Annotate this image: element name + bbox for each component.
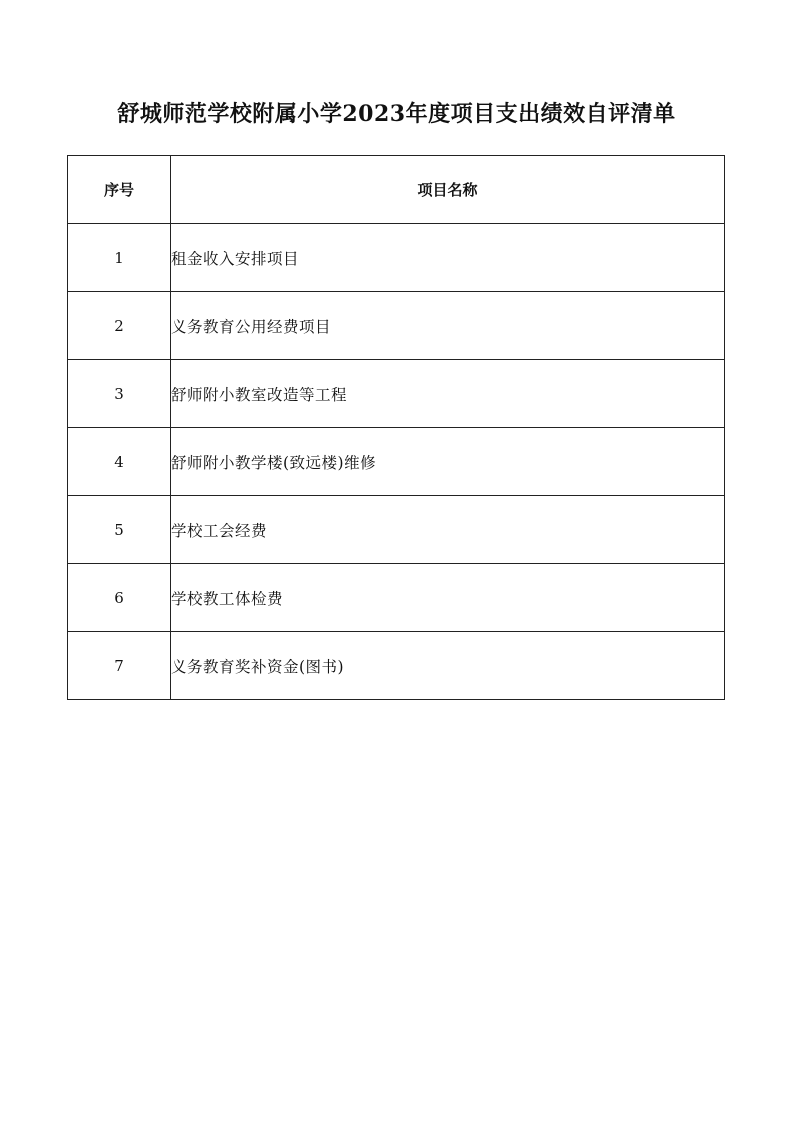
row-seq: 1 <box>68 224 171 292</box>
row-project-name: 舒师附小教学楼(致远楼)维修 <box>171 428 725 496</box>
row-seq: 6 <box>68 564 171 632</box>
row-project-name: 义务教育公用经费项目 <box>171 292 725 360</box>
row-seq: 5 <box>68 496 171 564</box>
document-title: 舒城师范学校附属小学2023年度项目支出绩效自评清单 <box>117 101 676 127</box>
table-row <box>68 292 725 360</box>
row-project-name: 学校工会经费 <box>171 496 725 564</box>
row-project-name: 义务教育奖补资金(图书) <box>171 632 725 700</box>
row-seq: 4 <box>68 428 171 496</box>
table-row <box>68 632 725 700</box>
project-list-table <box>67 155 725 700</box>
table-row <box>68 360 725 428</box>
row-seq: 3 <box>68 360 171 428</box>
header-seq: 序号 <box>68 156 171 224</box>
row-project-name: 学校教工体检费 <box>171 564 725 632</box>
table-row <box>68 564 725 632</box>
row-seq: 2 <box>68 292 171 360</box>
table-row <box>68 224 725 292</box>
row-project-name: 租金收入安排项目 <box>171 224 725 292</box>
table-header-row <box>68 156 725 224</box>
header-project-name: 项目名称 <box>171 156 725 224</box>
table-row <box>68 428 725 496</box>
row-seq: 7 <box>68 632 171 700</box>
row-project-name: 舒师附小教室改造等工程 <box>171 360 725 428</box>
table-row <box>68 496 725 564</box>
